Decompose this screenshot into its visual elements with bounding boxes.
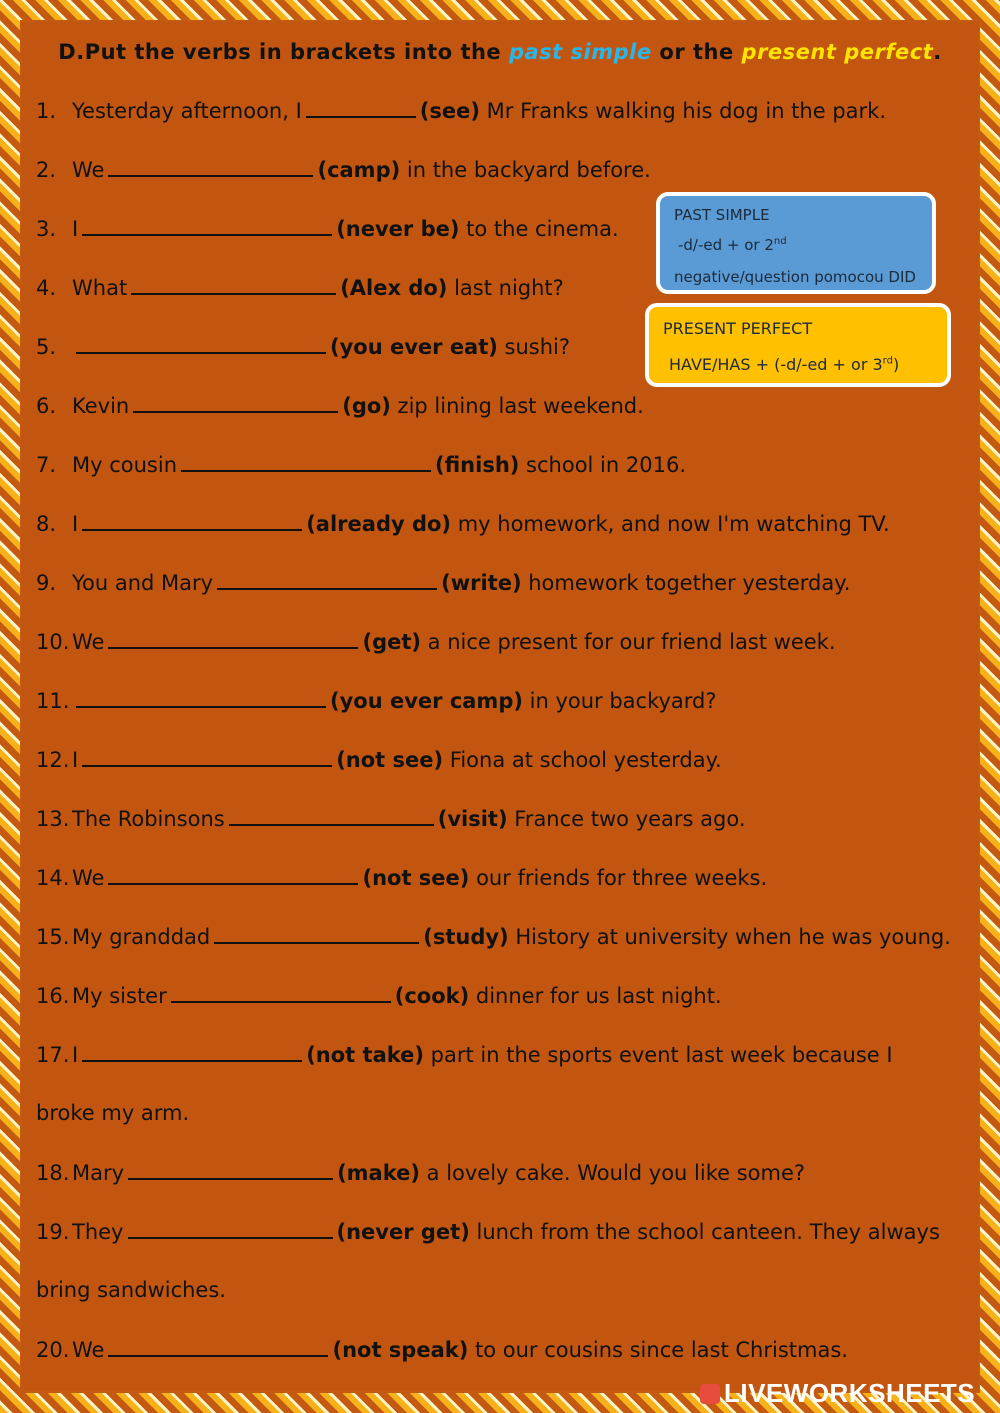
verb-hint: (get)	[362, 630, 421, 654]
answer-blank[interactable]	[128, 1160, 333, 1180]
question-row	[36, 629, 836, 655]
question-text: sushi?	[497, 335, 571, 359]
past-simple-box	[656, 192, 936, 294]
verb-hint: (you ever eat)	[330, 335, 498, 359]
verb-hint: (Alex do)	[340, 276, 448, 300]
question-text: We	[72, 866, 105, 890]
question-text: France two years ago.	[507, 807, 746, 831]
question-number: 19.	[36, 1220, 70, 1244]
question-text: in the backyard before.	[400, 158, 651, 182]
question-row	[36, 157, 651, 183]
answer-blank[interactable]	[181, 452, 431, 472]
question-continuation: broke my arm.	[36, 1101, 190, 1125]
verb-hint: (write)	[441, 571, 522, 595]
question-text: I	[72, 217, 79, 241]
question-row	[36, 98, 886, 124]
question-number: 13.	[36, 807, 70, 831]
question-text: We	[72, 1338, 105, 1362]
answer-blank[interactable]	[214, 924, 419, 944]
question-row	[36, 1160, 805, 1186]
verb-hint: (never get)	[336, 1220, 470, 1244]
question-text: Mary	[72, 1161, 125, 1185]
present-perfect-box	[645, 303, 951, 387]
verb-hint: (study)	[423, 925, 509, 949]
question-text: My cousin	[72, 453, 178, 477]
question-text: a nice present for our friend last week.	[420, 630, 836, 654]
question-number: 10.	[36, 630, 70, 654]
question-text: We	[72, 630, 105, 654]
question-row	[36, 334, 570, 360]
question-text: lunch from the school canteen. They always	[469, 1220, 940, 1244]
question-text: The Robinsons	[72, 807, 225, 831]
verb-hint: (visit)	[437, 807, 508, 831]
question-text: You and Mary	[72, 571, 214, 595]
question-row	[36, 570, 850, 596]
question-text: My granddad	[72, 925, 211, 949]
question-number: 6.	[36, 394, 57, 418]
past-simple-rule: -d/-ed + or 2nd	[678, 236, 787, 254]
question-text: Mr Franks walking his dog in the park.	[479, 99, 886, 123]
answer-blank[interactable]	[217, 570, 437, 590]
verb-hint: (you ever camp)	[330, 689, 523, 713]
question-text: Yesterday afternoon, I	[72, 99, 302, 123]
liveworksheets-logo: LIVEWORKSHEETS	[700, 1378, 975, 1409]
question-number: 4.	[36, 276, 57, 300]
question-text: Fiona at school yesterday.	[443, 748, 722, 772]
question-text: What	[72, 276, 128, 300]
answer-blank[interactable]	[108, 1337, 328, 1357]
question-number: 18.	[36, 1161, 70, 1185]
question-number: 11.	[36, 689, 70, 713]
question-row	[36, 924, 951, 950]
answer-blank[interactable]	[229, 806, 434, 826]
question-text: school in 2016.	[519, 453, 686, 477]
verb-hint: (not take)	[306, 1043, 424, 1067]
question-text: to our cousins since last Christmas.	[468, 1338, 848, 1362]
answer-blank[interactable]	[82, 747, 332, 767]
question-row	[36, 806, 746, 832]
question-text: I	[72, 1043, 79, 1067]
verb-hint: (make)	[337, 1161, 420, 1185]
question-text: Kevin	[72, 394, 130, 418]
question-number: 5.	[36, 335, 57, 359]
past-simple-note: negative/question pomocou DID	[674, 268, 916, 286]
question-text: zip lining last weekend.	[390, 394, 644, 418]
verb-hint: (finish)	[435, 453, 520, 477]
answer-blank[interactable]	[128, 1219, 333, 1239]
question-number: 1.	[36, 99, 57, 123]
answer-blank[interactable]	[82, 216, 332, 236]
question-number: 15.	[36, 925, 70, 949]
question-text: a lovely cake. Would you like some?	[419, 1161, 806, 1185]
answer-blank[interactable]	[171, 983, 391, 1003]
present-perfect-rule: HAVE/HAS + (-d/-ed + or 3rd)	[669, 355, 900, 374]
question-number: 9.	[36, 571, 57, 595]
question-text: They	[72, 1220, 124, 1244]
page-title: D.Put the verbs in brackets into the past simple or the present perfect.	[58, 40, 942, 64]
answer-blank[interactable]	[76, 334, 326, 354]
question-text: to the cinema.	[459, 217, 619, 241]
question-text: My sister	[72, 984, 167, 1008]
answer-blank[interactable]	[131, 275, 336, 295]
question-text: my homework, and now I'm watching TV.	[451, 512, 890, 536]
question-row	[36, 1042, 893, 1068]
question-row	[36, 688, 717, 714]
answer-blank[interactable]	[306, 98, 416, 118]
verb-hint: (never be)	[336, 217, 460, 241]
verb-hint: (not speak)	[332, 1338, 469, 1362]
verb-hint: (go)	[342, 394, 391, 418]
question-number: 2.	[36, 158, 57, 182]
answer-blank[interactable]	[82, 511, 302, 531]
question-text: dinner for us last night.	[469, 984, 722, 1008]
question-row	[36, 511, 890, 537]
question-text: We	[72, 158, 105, 182]
question-text: last night?	[447, 276, 564, 300]
present-perfect-heading: PRESENT PERFECT	[663, 319, 813, 338]
question-number: 20.	[36, 1338, 70, 1362]
question-number: 16.	[36, 984, 70, 1008]
question-text: I	[72, 512, 79, 536]
answer-blank[interactable]	[82, 1042, 302, 1062]
question-number: 17.	[36, 1043, 70, 1067]
question-number: 3.	[36, 217, 57, 241]
verb-hint: (not see)	[336, 748, 444, 772]
question-row	[36, 1219, 940, 1245]
question-text: in your backyard?	[522, 689, 717, 713]
verb-hint: (not see)	[362, 866, 470, 890]
answer-blank[interactable]	[108, 157, 313, 177]
question-number: 8.	[36, 512, 57, 536]
question-number: 14.	[36, 866, 70, 890]
verb-hint: (camp)	[317, 158, 401, 182]
past-simple-heading: PAST SIMPLE	[674, 206, 770, 224]
title-present-perfect: present perfect	[741, 40, 934, 64]
question-row	[36, 983, 722, 1009]
verb-hint: (see)	[419, 99, 480, 123]
question-row	[36, 747, 722, 773]
question-number: 7.	[36, 453, 57, 477]
question-text: I	[72, 748, 79, 772]
question-number: 12.	[36, 748, 70, 772]
answer-blank[interactable]	[133, 393, 338, 413]
question-text: part in the sports event last week because I	[423, 1043, 893, 1067]
answer-blank[interactable]	[76, 688, 326, 708]
answer-blank[interactable]	[108, 865, 358, 885]
question-text: our friends for three weeks.	[469, 866, 768, 890]
verb-hint: (already do)	[306, 512, 452, 536]
question-row	[36, 452, 686, 478]
question-text: homework together yesterday.	[521, 571, 851, 595]
question-row	[36, 275, 564, 301]
question-row	[36, 1337, 848, 1363]
answer-blank[interactable]	[108, 629, 358, 649]
question-text: History at university when he was young.	[508, 925, 951, 949]
question-row	[36, 216, 619, 242]
logo-icon	[700, 1384, 720, 1404]
title-past-simple: past simple	[508, 40, 652, 64]
verb-hint: (cook)	[394, 984, 470, 1008]
question-row	[36, 393, 644, 419]
question-continuation: bring sandwiches.	[36, 1278, 226, 1302]
question-row	[36, 865, 767, 891]
